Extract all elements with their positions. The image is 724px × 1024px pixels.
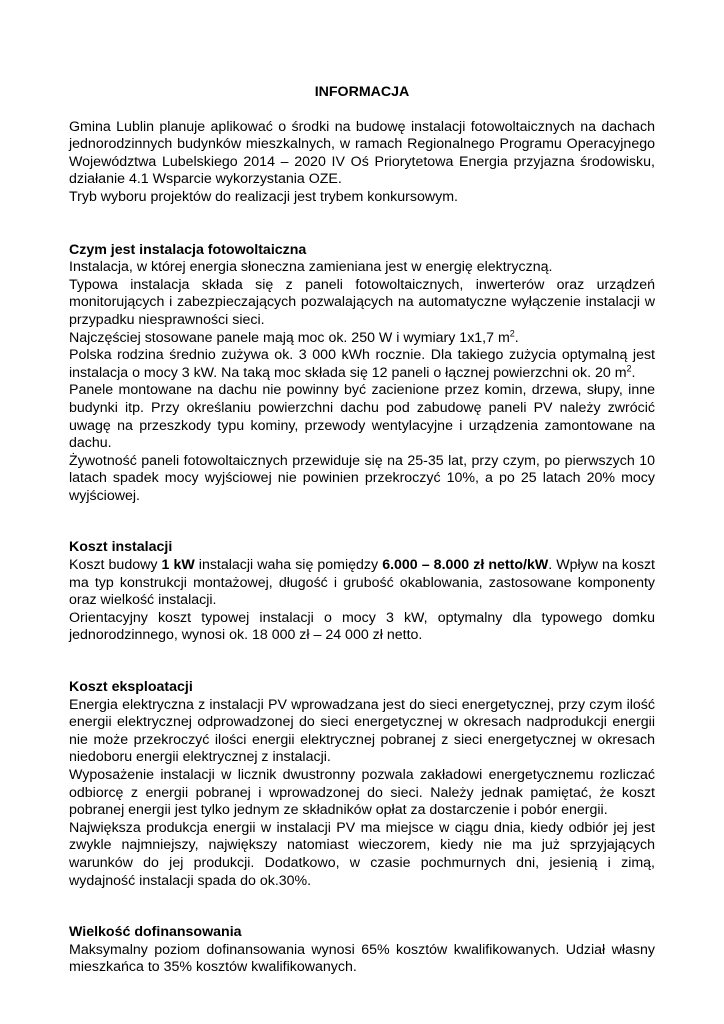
section-heading-installation-cost: Koszt instalacji bbox=[69, 539, 173, 556]
section-heading-pv-installation: Czym jest instalacja fotowoltaiczna bbox=[69, 241, 307, 258]
pv-definition-paragraph: Instalacja, w której energia słoneczna zamieniana jest w energię elektryczną. bbox=[69, 259, 553, 276]
section-heading-funding: Wielkość dofinansowania bbox=[69, 924, 242, 941]
document-title: INFORMACJA bbox=[314, 84, 410, 100]
intro-paragraph: Gmina Lublin planuje aplikować o środki na budowę instalacji fotowoltaicznych na dachach jednorodzinnych budynków mieszkalnych, w ramach Regionalnego Programu Operacyjnego Województwa Lubelskiego 2014 – 2020 IV Oś Priorytetowa Energia przyjazna środowisku, działanie 4.1 Wsparcie wykorzystania OZE. bbox=[69, 118, 655, 188]
funding-paragraph: Maksymalny poziom dofinansowania wynosi 65% kosztów kwalifikowanych. Udział własny mieszkańca to 35% kosztów kwalifikowanych. bbox=[69, 941, 655, 976]
pv-panel-specs-paragraph: Najczęściej stosowane panele mają moc ok. 250 W i wymiary 1x1,7 $m^2$. bbox=[69, 327, 519, 346]
pv-components-paragraph: Typowa instalacja składa się z paneli fotowoltaicznych, inwerterów oraz urządzeń monitorujących i zabezpieczających pozwalających na automatyczne wyłączenie instalacji w przypadku niesprawności sieci. bbox=[69, 276, 655, 328]
installation-cost-paragraph: Koszt budowy 1 kW instalacji waha się pomiędzy 6.000 – 8.000 zł netto/kW. Wpływ na koszt ma typ konstrukcji montażowej, długość i grubość okablowania, zastosowane komponenty oraz wielkość instalacji. bbox=[69, 557, 655, 609]
document-page bbox=[69, 84, 655, 977]
production-timing-paragraph: Największa produkcja energii w instalacji PV ma miejsce w ciągu dnia, kiedy odbiór jej jest zwykle najmniejszy, największy natomiast wieczorem, kiedy nie ma już sprzyjających warunków do jej produkcji. Dodatkowo, w czasie pochmurnych dni, jesienią i zimą, wydajność instalacji spada do ok.30%. bbox=[69, 819, 655, 889]
typical-cost-paragraph: Orientacyjny koszt typowej instalacji o mocy 3 kW, optymalny dla typowego domku jednorodzinnego, wynosi ok. 18 000 zł – 24 000 zł netto. bbox=[69, 609, 655, 644]
intro-mode-paragraph: Tryb wyboru projektów do realizacji jest trybem konkursowym. bbox=[69, 188, 458, 205]
pv-mounting-paragraph: Panele montowane na dachu nie powinny być zacienione przez komin, drzewa, słupy, inne budynki itp. Przy określaniu powierzchni dachu pod zabudowę paneli PV należy zwrócić uwagę na przeszkody typu kominy, przewody wentylacyjne i urządzenia zamontowane na dachu. bbox=[69, 382, 655, 452]
pv-lifetime-paragraph: Żywotność paneli fotowoltaicznych przewiduje się na 25-35 lat, przy czym, po pierwszych 10 latach spadek mocy wyjściowej nie powinien przekroczyć 10%, a po 25 latach 20% mocy wyjściowej. bbox=[69, 452, 655, 504]
pv-consumption-paragraph: Polska rodzina średnio zużywa ok. 3 000 kWh rocznie. Dla takiego zużycia optymalną jest instalacja o mocy 3 kW. Na taką moc składa się 12 paneli o łącznej powierzchni ok. 20 $m^2$. bbox=[69, 347, 655, 381]
bidirectional-meter-paragraph: Wyposażenie instalacji w licznik dwustronny pozwala zakładowi energetycznemu rozliczać odbiorcę z energii pobranej i wprowadzonej do sieci. Należy jednak pamiętać, że koszt pobranej energii jest tylko jednym ze składników opłat za dostarczenie i pobór energii. bbox=[69, 767, 655, 819]
section-heading-operating-cost: Koszt eksploatacji bbox=[69, 679, 193, 696]
grid-feed-paragraph: Energia elektryczna z instalacji PV wprowadzana jest do sieci energetycznej, przy czym ilość energii elektrycznej odprowadzonej do sieci energetycznej w okresach nadprodukcji energii nie może przekroczyć ilości energii elektrycznej pobranej z sieci energetycznej w okresach niedoboru energii elektrycznej z instalacji. bbox=[69, 696, 655, 766]
